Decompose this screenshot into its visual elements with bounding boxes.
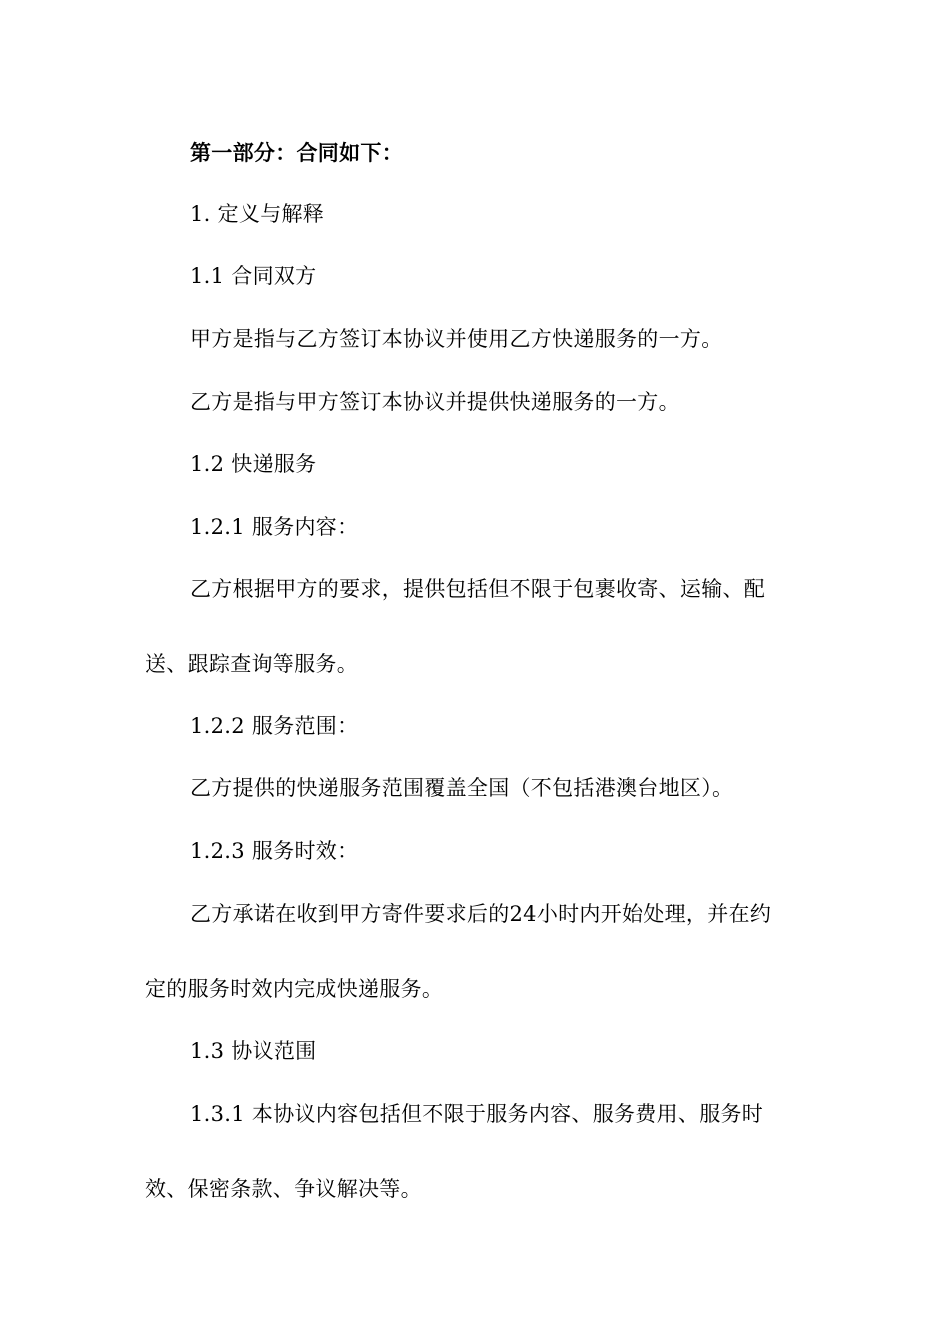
clause-1-3-title: 1.3 协议范围 <box>190 1039 317 1063</box>
clause-1-3-1-line1: 1.3.1 本协议内容包括但不限于服务内容、服务费用、服务时 <box>190 1102 764 1126</box>
clause-1-2-2-title: 1.2.2 服务范围： <box>190 714 359 738</box>
party-b-definition: 乙方是指与甲方签订本协议并提供快递服务的一方。 <box>190 390 680 414</box>
service-scope-paragraph: 乙方提供的快递服务范围覆盖全国（不包括港澳台地区）。 <box>190 776 734 800</box>
clause-1-3-1-line2: 效、保密条款、争议解决等。 <box>145 1177 422 1201</box>
service-time-paragraph-line1: 乙方承诺在收到甲方寄件要求后的24小时内开始处理，并在约 <box>190 902 772 926</box>
clause-1-title: 1. 定义与解释 <box>190 202 325 226</box>
clause-1-2-1-title: 1.2.1 服务内容： <box>190 515 359 539</box>
clause-1-1-title: 1.1 合同双方 <box>190 264 317 288</box>
clause-1-2-title: 1.2 快递服务 <box>190 452 317 476</box>
clause-1-2-3-title: 1.2.3 服务时效： <box>190 839 359 863</box>
service-content-paragraph-line2: 送、跟踪查询等服务。 <box>145 652 358 676</box>
section-heading: 第一部分：合同如下： <box>190 140 403 165</box>
party-a-definition: 甲方是指与乙方签订本协议并使用乙方快递服务的一方。 <box>190 327 723 351</box>
service-content-paragraph-line1: 乙方根据甲方的要求，提供包括但不限于包裹收寄、运输、配 <box>190 577 766 601</box>
service-time-paragraph-line2: 定的服务时效内完成快递服务。 <box>145 977 444 1001</box>
